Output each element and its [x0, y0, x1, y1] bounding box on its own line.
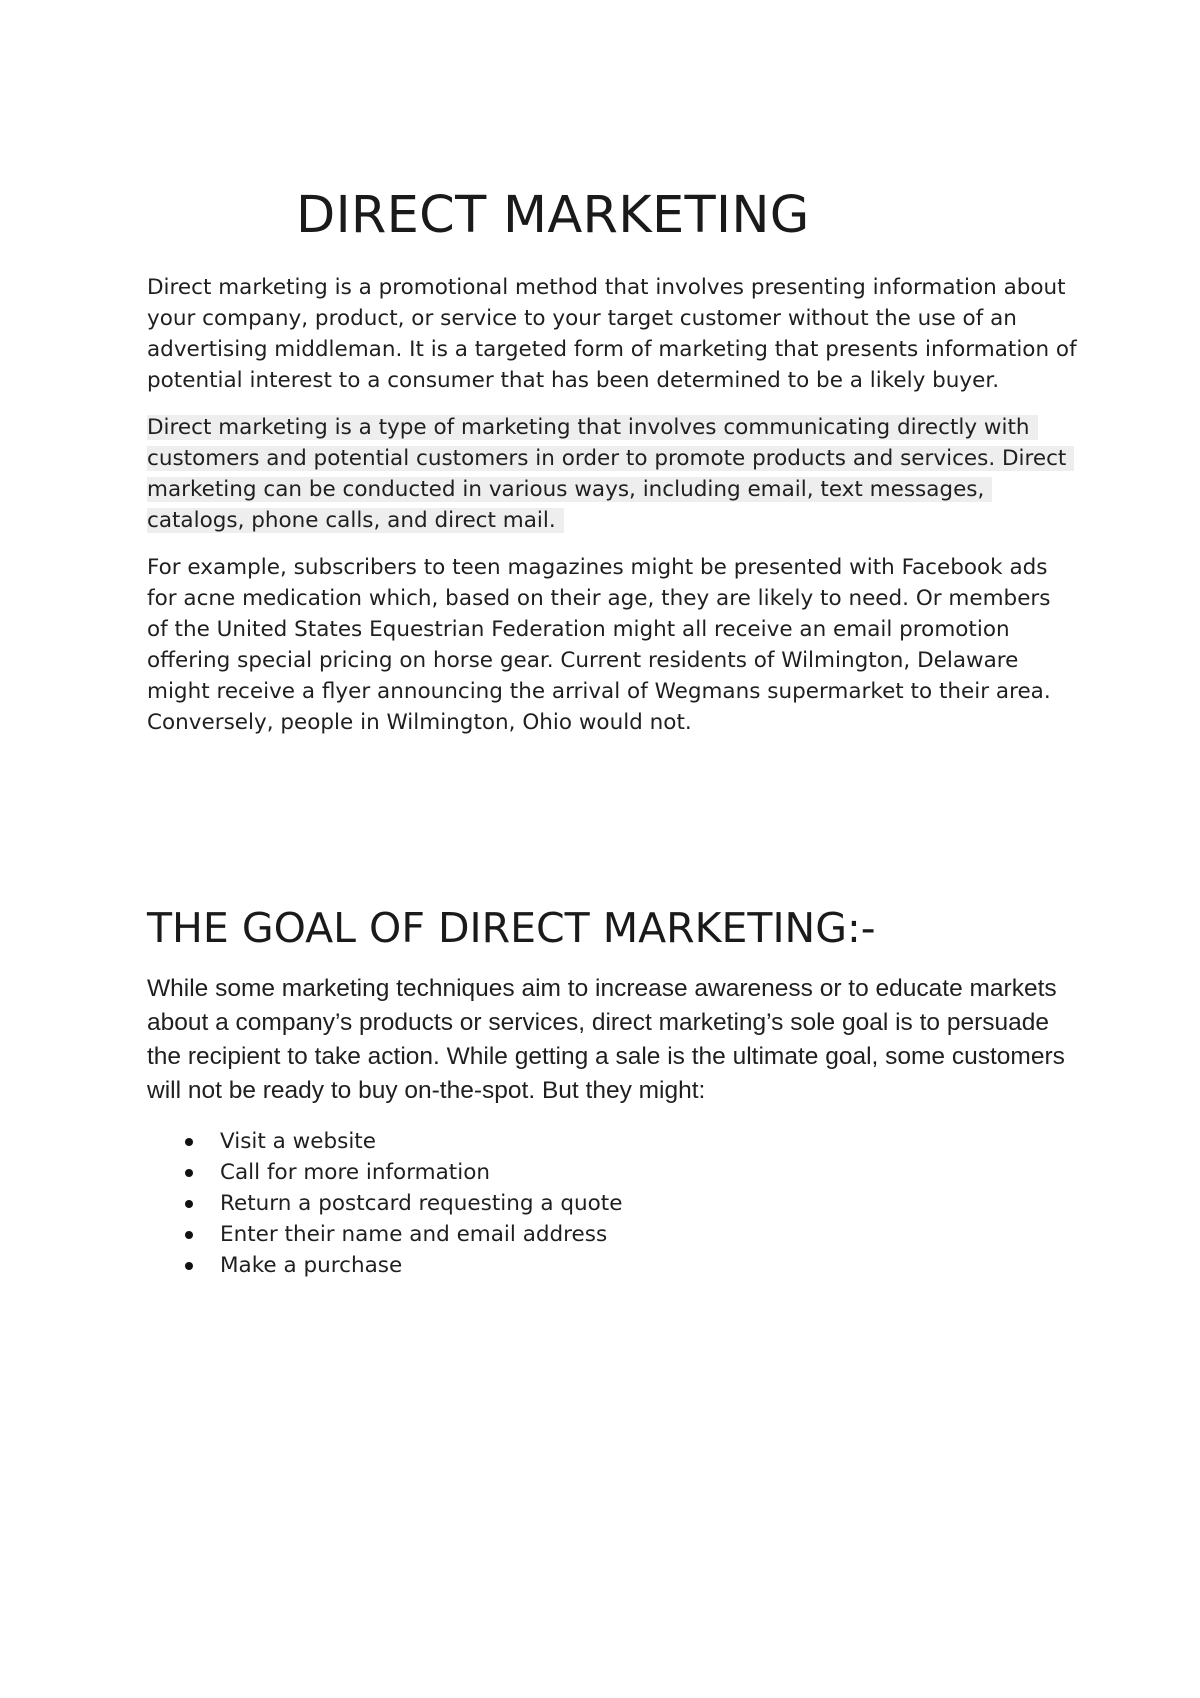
intro-paragraph: Direct marketing is a promotional method that involves presenting information about your company, product, or service to your target customer without the use of an advertising middleman. It is a targeted form of marketing that presents information of potential interest to a consumer that has been determined to be a likely buyer.: [147, 275, 1077, 393]
bullet-item: [147, 1126, 1077, 1157]
bullet-item: [147, 1219, 1077, 1250]
section-spacer: [147, 754, 1077, 904]
highlighted-text: Direct marketing is a type of marketing that involves communicating directly with customers and potential customers in order to promote products and services. Direct marketing can be conducted in various ways, including email, text messages, catalogs, phone calls, and direct mail.: [147, 415, 1074, 533]
bullet-text: Return a postcard requesting a quote: [220, 1191, 623, 1216]
bullet-item: [147, 1188, 1077, 1219]
bullet-text: Enter their name and email address: [220, 1222, 608, 1247]
bullet-icon: [185, 1262, 193, 1270]
example-paragraph: For example, subscribers to teen magazines might be presented with Facebook ads for acne medication which, based on their age, they are likely to need. Or members of the United States Equestrian Federation might all receive an email promotion offering special pricing on horse gear. Current residents of Wilmington, Delaware might receive a flyer announcing the arrival of Wegmans supermarket to their area. Conversely, people in Wilmington, Ohio would not.: [147, 555, 1051, 735]
bullet-text: Call for more information: [220, 1160, 490, 1185]
action-bullet-list: [147, 1126, 1077, 1281]
section-heading: THE GOAL OF DIRECT MARKETING:-: [147, 904, 876, 952]
bullet-icon: [185, 1200, 193, 1208]
bullet-icon: [185, 1169, 193, 1177]
bullet-icon: [185, 1138, 193, 1146]
highlighted-paragraph: [147, 412, 1077, 536]
bullet-item: [147, 1250, 1077, 1281]
goal-paragraph: While some marketing techniques aim to increase awareness or to educate markets about a company’s products or services, direct marketing’s sole goal is to persuade the recipient to take action. While getting a sale is the ultimate goal, some customers will not be ready to buy on-the-spot. But they might:: [147, 975, 1065, 1104]
bullet-icon: [185, 1231, 193, 1239]
document-content: [147, 188, 1077, 1281]
document-title: DIRECT MARKETING: [296, 186, 810, 245]
bullet-text: Make a purchase: [220, 1253, 403, 1278]
bullet-item: [147, 1157, 1077, 1188]
bullet-text: Visit a website: [220, 1129, 376, 1154]
